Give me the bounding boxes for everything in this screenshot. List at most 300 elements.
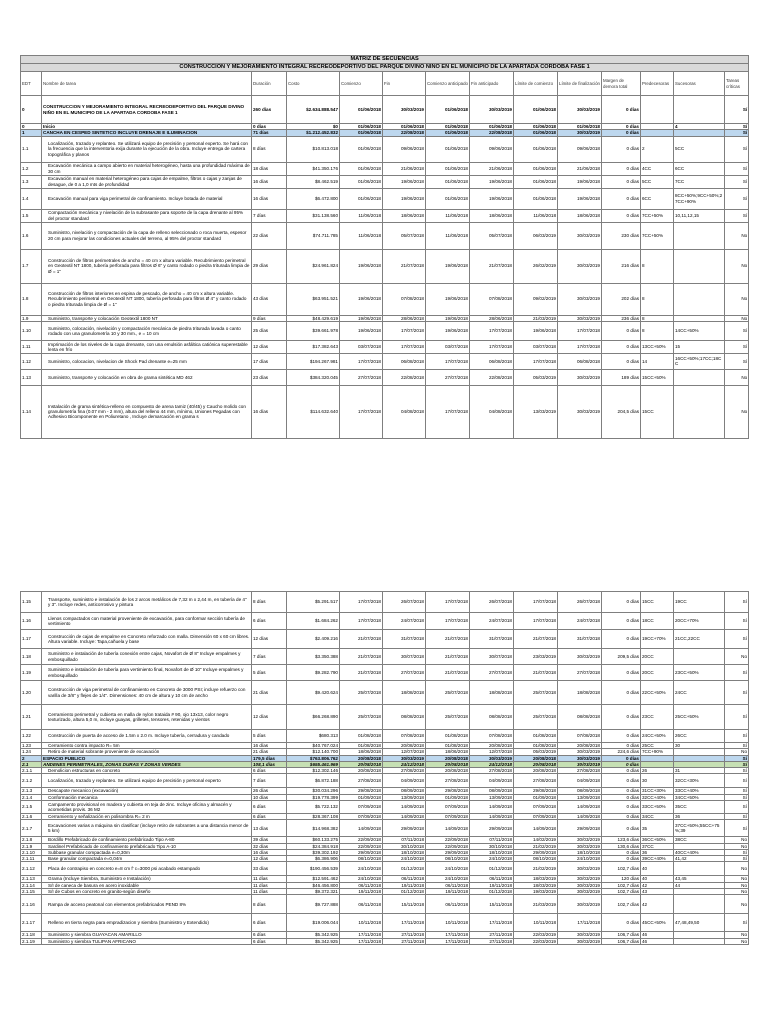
cell-cost: $66.268.890 <box>287 705 340 730</box>
cell-duration: 23 días <box>252 369 287 385</box>
cell-task-name: Sardinel Prefabricado de confinamiento prefabricado Tipo A-10 <box>42 843 252 849</box>
cell-total-slack: 0 días <box>602 768 641 774</box>
cell-late-finish: 30/03/2019 <box>558 369 602 385</box>
cell-edt: 2.1.13 <box>21 876 42 882</box>
cell-early-start: 17/07/2018 <box>426 385 470 438</box>
cell-early-finish: 15/11/2018 <box>470 895 514 914</box>
cell-successors: 10,11,12,15 <box>674 209 725 222</box>
cell-cost: $60.133.275 <box>287 837 340 843</box>
cell-early-start: 19/06/2018 <box>426 321 470 340</box>
cell-cost: $194.267.981 <box>287 353 340 369</box>
cell-total-slack: 102,7 días <box>602 895 641 914</box>
cell-cost: $63.951.521 <box>287 283 340 315</box>
cell-duration: 8 días <box>252 895 287 914</box>
cell-cost: $5.342.925 <box>287 932 340 938</box>
cell-cost: $24.961.824 <box>287 249 340 283</box>
cell-total-slack: 0 días <box>602 130 641 136</box>
cell-start: 21/07/2018 <box>340 649 383 665</box>
cell-critical: Sí <box>725 755 749 761</box>
table-row <box>21 283 749 315</box>
page-separator <box>0 492 768 506</box>
cell-late-finish: 24/07/2018 <box>558 613 602 630</box>
cell-edt: 2.1 <box>21 761 42 767</box>
cell-early-start: 20/08/2018 <box>426 768 470 774</box>
cell-cost: $74.711.785 <box>287 222 340 249</box>
cell-task-name: Construcción de puerta de acceso de 1.5m x 2.0 m. Incluye tubería, cerradura y candado <box>42 730 252 743</box>
cell-edt: 1.12 <box>21 353 42 369</box>
cell-late-finish: 01/06/2018 <box>558 124 602 130</box>
cell-finish: 09/06/2018 <box>383 136 426 162</box>
cell-successors: 36 <box>674 813 725 819</box>
cell-total-slack: 102,7 días <box>602 862 641 876</box>
cell-edt: 1.2 <box>21 162 42 175</box>
cell-duration: 8 días <box>252 136 287 162</box>
cell-edt: 2.1.7 <box>21 820 42 837</box>
cell-task-name: Cerramiento perimetral y cubierta en malla de nylon trataida # 90, ojo 13x13, color negro texturizado, altura 5,0 m, incluye guayas, grilletes, tensores, retenidas y vientos <box>42 705 252 730</box>
cell-cost: $1.684.262 <box>287 613 340 630</box>
cell-late-start: 01/08/2018 <box>514 730 558 743</box>
cell-cost: $19.778.399 <box>287 794 340 800</box>
cell-duration: 6 días <box>252 768 287 774</box>
cell-finish: 08/08/2018 <box>383 705 426 730</box>
cell-successors: 15 <box>674 340 725 353</box>
cell-edt: 1.15 <box>21 592 42 613</box>
cell-early-finish: 06/11/2018 <box>470 876 514 882</box>
cell-finish: 17/11/2018 <box>383 914 426 932</box>
cell-critical: Sí <box>725 820 749 837</box>
cell-task-name: Instalación de grama sintética-relleno en compuesto de arena tamiz (40/45) y Caucho molido con granulometría fina (0.07 mm - 2 mm), altura del relleno 44 mm, mínimo, Uniones Pegadas con Adhesivo Bicomponente en Poliuretano , Incluye demarcación en grama s <box>42 385 252 438</box>
cell-finish: 30/03/2019 <box>383 755 426 761</box>
cell-early-finish: 08/08/2018 <box>470 705 514 730</box>
cell-duration: 26 días <box>252 788 287 794</box>
cell-predecessors: 15CC <box>641 592 674 613</box>
cell-task-name: Cerramiento y señalización en polisombra R= 2 m <box>42 813 252 819</box>
cell-early-finish: 21/06/2018 <box>470 162 514 175</box>
cell-late-finish: 30/03/2019 <box>558 888 602 894</box>
cell-task-name: Conformación mecanica <box>42 794 252 800</box>
cell-late-finish: 18/06/2018 <box>558 209 602 222</box>
cell-critical: Sí <box>725 914 749 932</box>
cell-late-start: 25/07/2018 <box>514 681 558 705</box>
cell-finish: 27/11/2018 <box>383 932 426 938</box>
cell-total-slack: 209,5 días <box>602 649 641 665</box>
cell-predecessors: 20CC <box>641 649 674 665</box>
cell-cost: $46.456.800 <box>287 882 340 888</box>
cell-cost: $5.342.925 <box>287 938 340 944</box>
cell-early-finish: 07/08/2018 <box>470 730 514 743</box>
cell-finish: 29/09/2018 <box>383 820 426 837</box>
cell-critical: Sí <box>725 340 749 353</box>
cell-early-finish: 30/10/2018 <box>470 843 514 849</box>
cell-early-finish: 13/09/2018 <box>470 794 514 800</box>
cell-total-slack: 0 días <box>602 813 641 819</box>
cell-total-slack: 0 días <box>602 353 641 369</box>
cell-finish: 01/06/2018 <box>383 124 426 130</box>
cell-late-finish: 13/09/2018 <box>558 794 602 800</box>
cell-early-finish: 04/08/2018 <box>470 385 514 438</box>
cell-start: 01/06/2018 <box>340 162 383 175</box>
cell-edt: 2.1.9 <box>21 843 42 849</box>
cell-late-finish: 30/03/2019 <box>558 843 602 849</box>
cell-successors: 5CC <box>674 136 725 162</box>
cell-critical: Sí <box>725 188 749 209</box>
cell-start: 24/10/2018 <box>340 862 383 876</box>
header-early-finish: Fin anticipado <box>470 72 514 96</box>
cell-successors <box>674 862 725 876</box>
cell-late-finish: 30/03/2019 <box>558 130 602 136</box>
cell-critical: Sí <box>725 794 749 800</box>
cell-early-finish: 24/10/2018 <box>470 856 514 862</box>
cell-critical: Sí <box>725 681 749 705</box>
cell-early-start: 25/07/2018 <box>426 681 470 705</box>
cell-start: 22/09/2018 <box>340 843 383 849</box>
cell-early-start: 07/09/2018 <box>426 813 470 819</box>
cell-late-finish: 29/09/2018 <box>558 820 602 837</box>
cell-early-finish: 27/11/2018 <box>470 938 514 944</box>
cell-late-start: 22/03/2019 <box>514 932 558 938</box>
cell-finish: 31/07/2018 <box>383 630 426 649</box>
cell-start: 01/08/2018 <box>340 743 383 749</box>
cell-critical: Sí <box>725 353 749 369</box>
cell-start: 17/07/2018 <box>340 353 383 369</box>
cell-late-start: 01/06/2018 <box>514 136 558 162</box>
header-early-start: Comienzo anticipado <box>426 72 470 96</box>
cell-edt: 1.23 <box>21 743 42 749</box>
header-successors: Sucesoras <box>674 72 725 96</box>
cell-late-start: 29/08/2018 <box>514 788 558 794</box>
cell-late-finish: 30/03/2019 <box>558 649 602 665</box>
cell-finish: 30/07/2018 <box>383 649 426 665</box>
cell-duration: 16 días <box>252 188 287 209</box>
cell-start: 25/07/2018 <box>340 681 383 705</box>
cell-late-finish: 30/03/2019 <box>558 749 602 755</box>
page-1 <box>0 0 768 492</box>
cell-total-slack: 0 días <box>602 730 641 743</box>
cell-edt: 1.7 <box>21 249 42 283</box>
cell-late-start: 05/03/2019 <box>514 749 558 755</box>
cell-early-start: 01/06/2018 <box>426 124 470 130</box>
cell-start: 07/09/2018 <box>340 813 383 819</box>
cell-total-slack: 0 días <box>602 794 641 800</box>
cell-early-finish: 19/11/2018 <box>470 882 514 888</box>
cell-early-start: 11/06/2018 <box>426 209 470 222</box>
cell-cost: $9.372.321 <box>287 888 340 894</box>
cell-predecessors: 32CC+40% <box>641 794 674 800</box>
cell-edt: 1.10 <box>21 321 42 340</box>
cell-cost: $9.282.790 <box>287 665 340 681</box>
cell-late-start: 25/07/2018 <box>514 705 558 730</box>
cell-late-start: 01/06/2018 <box>514 130 558 136</box>
cell-edt: 2.1.16 <box>21 895 42 914</box>
cell-late-finish: 30/03/2019 <box>558 755 602 761</box>
cell-late-start: 18/03/2019 <box>514 882 558 888</box>
cell-early-start: 29/08/2018 <box>426 788 470 794</box>
cell-task-name: Demolicion estructuras en concreto <box>42 768 252 774</box>
cell-total-slack: 106,7 días <box>602 938 641 944</box>
cell-duration: 5 días <box>252 730 287 743</box>
cell-finish: 18/10/2018 <box>383 849 426 855</box>
cell-edt: 1.5 <box>21 209 42 222</box>
cell-cost: $39.661.978 <box>287 321 340 340</box>
cell-duration: 17 días <box>252 353 287 369</box>
cell-total-slack: 0 días <box>602 592 641 613</box>
cell-late-start: 06/03/2019 <box>514 222 558 249</box>
cell-finish: 18/08/2018 <box>383 681 426 705</box>
cell-duration: 25 días <box>252 321 287 340</box>
cell-cost: $5.722.132 <box>287 800 340 813</box>
cell-early-start: 22/09/2018 <box>426 843 470 849</box>
cell-late-start: 26/02/2019 <box>514 249 558 283</box>
cell-critical: Sí <box>725 665 749 681</box>
cell-late-finish: 30/03/2019 <box>558 862 602 876</box>
cell-early-start: 17/07/2018 <box>426 613 470 630</box>
project-title: CONSTRUCCION Y MEJORAMIENTO INTEGRAL RECREODEPORTIVO DEL PARQUE DIVINO NIÑO EN EL MUNICIPIO DE LA APARTADA CORDOBA FASE 1 <box>21 64 749 72</box>
cell-critical: Sí <box>725 730 749 743</box>
table-row <box>21 96 749 124</box>
cell-late-start: 19/03/2019 <box>514 888 558 894</box>
cell-critical: Sí <box>725 761 749 767</box>
cell-duration: 8 días <box>252 592 287 613</box>
cell-start: 03/07/2018 <box>340 340 383 353</box>
cell-early-start: 24/10/2018 <box>426 876 470 882</box>
cell-edt: 1.17 <box>21 630 42 649</box>
cell-critical: Sí <box>725 136 749 162</box>
cell-predecessors: 45CC+50% <box>641 914 674 932</box>
table-row <box>21 820 749 837</box>
cell-late-start: 21/07/2018 <box>514 665 558 681</box>
cell-finish: 30/03/2019 <box>383 96 426 124</box>
cell-duration: 260 días <box>252 96 287 124</box>
cell-late-start: 09/02/2019 <box>514 283 558 315</box>
cell-edt: 1.6 <box>21 222 42 249</box>
cell-duration: 71 días <box>252 130 287 136</box>
cell-total-slack: 102,7 días <box>602 882 641 888</box>
cell-start: 17/11/2018 <box>340 932 383 938</box>
cell-duration: 6 días <box>252 932 287 938</box>
cell-start: 17/11/2018 <box>340 938 383 944</box>
cell-late-start: 14/09/2018 <box>514 820 558 837</box>
cell-edt: 2.1.6 <box>21 813 42 819</box>
cell-early-finish: 19/06/2018 <box>470 175 514 188</box>
cell-early-start: 08/10/2018 <box>426 856 470 862</box>
cell-early-finish: 01/06/2018 <box>470 124 514 130</box>
cell-early-finish: 24/07/2018 <box>470 613 514 630</box>
cell-critical: Sí <box>725 774 749 788</box>
cell-early-start: 19/11/2018 <box>426 888 470 894</box>
cell-task-name: Suministro e instalación de tubería conexión entre cajas, Novafort de Ø 8" Incluye empalmes y embosquillado <box>42 649 252 665</box>
cell-task-name: CANCHA EN CESPED SINTETICO INCLUYE DRENAJE E ILUMINACION <box>42 130 252 136</box>
cell-late-finish: 30/03/2019 <box>558 932 602 938</box>
cell-duration: 10 días <box>252 794 287 800</box>
cell-late-finish: 27/08/2018 <box>558 768 602 774</box>
cell-late-start: 03/07/2018 <box>514 340 558 353</box>
cell-early-finish: 07/08/2018 <box>470 283 514 315</box>
cell-total-slack: 0 días <box>602 124 641 130</box>
cell-task-name: Suministro e instalación de tubería para vertimiento final, Novafort de Ø 10" Incluye empalmes y embosquillado <box>42 665 252 681</box>
cell-early-start: 01/08/2018 <box>426 730 470 743</box>
cell-predecessors: 35 <box>641 820 674 837</box>
cell-edt: 2.1.4 <box>21 794 42 800</box>
cell-predecessors: 24CC+50% <box>641 730 674 743</box>
cell-duration: 21 días <box>252 681 287 705</box>
cell-successors: 8CC+50%;9CC+50%;27CC+90% <box>674 188 725 209</box>
cell-late-finish: 18/08/2018 <box>558 681 602 705</box>
cell-cost: $24.384.918 <box>287 843 340 849</box>
cell-start: 19/06/2018 <box>340 283 383 315</box>
cell-task-name: Bordillo Prefabricado de confinamiento prefabricado Tipo A-80 <box>42 837 252 843</box>
cell-edt: 2.1.5 <box>21 800 42 813</box>
cell-cost: $3.350.388 <box>287 649 340 665</box>
cell-start: 01/06/2018 <box>340 96 383 124</box>
cell-cost: $39.302.192 <box>287 849 340 855</box>
cell-duration: 39 días <box>252 837 287 843</box>
cell-total-slack: 0 días <box>602 755 641 761</box>
cell-cost: $1.212.452.832 <box>287 130 340 136</box>
cell-late-finish: 30/03/2019 <box>558 895 602 914</box>
cell-early-finish: 09/06/2018 <box>470 136 514 162</box>
cell-total-slack: 216 días <box>602 249 641 283</box>
cell-critical: No <box>725 862 749 876</box>
cell-late-finish: 31/07/2018 <box>558 630 602 649</box>
cell-late-finish: 17/07/2018 <box>558 321 602 340</box>
cell-finish: 21/07/2018 <box>383 249 426 283</box>
cell-late-finish: 17/07/2018 <box>558 340 602 353</box>
cell-successors: 23CC+50% <box>674 665 725 681</box>
cell-early-finish: 04/09/2018 <box>470 774 514 788</box>
cell-duration: 29 días <box>252 249 287 283</box>
cell-cost: $680.313 <box>287 730 340 743</box>
cell-early-finish: 27/07/2018 <box>470 665 514 681</box>
cell-cost: $40.767.024 <box>287 743 340 749</box>
table-row <box>21 774 749 788</box>
cell-duration: 11 días <box>252 876 287 882</box>
cell-critical: Sí <box>725 743 749 749</box>
cell-successors <box>674 96 725 124</box>
cell-start: 27/08/2018 <box>340 774 383 788</box>
cell-late-finish: 27/07/2018 <box>558 665 602 681</box>
table-row <box>21 705 749 730</box>
cell-early-finish: 28/06/2018 <box>470 315 514 321</box>
cell-finish: 19/06/2018 <box>383 188 426 209</box>
cell-predecessors: 19CC+70% <box>641 630 674 649</box>
header-critical: Tareas críticas <box>725 72 749 96</box>
cell-late-start: 01/09/2018 <box>514 794 558 800</box>
cell-early-start: 01/06/2018 <box>426 136 470 162</box>
cell-duration: 12 días <box>252 630 287 649</box>
cell-edt: 1.4 <box>21 188 42 209</box>
table-row <box>21 162 749 175</box>
cell-early-finish: 27/08/2018 <box>470 768 514 774</box>
cell-early-finish: 27/11/2018 <box>470 932 514 938</box>
cell-early-finish: 21/07/2018 <box>470 249 514 283</box>
cell-finish: 17/07/2018 <box>383 340 426 353</box>
cell-start: 08/10/2018 <box>340 856 383 862</box>
cell-finish: 21/06/2018 <box>383 162 426 175</box>
cell-duration: 16 días <box>252 849 287 855</box>
cell-cost: $2.634.888.547 <box>287 96 340 124</box>
cell-late-start: 21/07/2018 <box>514 630 558 649</box>
cell-late-finish: 19/06/2018 <box>558 188 602 209</box>
cell-late-finish: 18/10/2018 <box>558 849 602 855</box>
cell-late-finish: 30/03/2019 <box>558 385 602 438</box>
cell-late-start: 18/03/2019 <box>514 876 558 882</box>
cell-predecessors: 8 <box>641 315 674 321</box>
cell-late-finish: 14/09/2018 <box>558 800 602 813</box>
cell-late-start: 21/03/2019 <box>514 315 558 321</box>
sequence-matrix-table <box>20 55 749 439</box>
cell-predecessors: 7CC+50% <box>641 222 674 249</box>
cell-start: 01/06/2018 <box>340 130 383 136</box>
cell-task-name: Compactación mecánica y nivelación de la subrasante para soporte de la capa drenante al 95% del proctor standard <box>42 209 252 222</box>
cell-edt: 2 <box>21 755 42 761</box>
cell-total-slack: 189 días <box>602 369 641 385</box>
cell-successors: 6CC <box>674 162 725 175</box>
cell-task-name: Suministro, nivelación y compactación de la capa de relleno seleccionado o roca muerta, espesor 20 cm para mejorar las condiciones actuales del terreno, al 95% del proctor standard <box>42 222 252 249</box>
cell-start: 06/11/2018 <box>340 895 383 914</box>
cell-finish: 07/11/2018 <box>383 837 426 843</box>
table-row <box>21 914 749 932</box>
cell-edt: 1.19 <box>21 665 42 681</box>
cell-task-name: ESPACIO PUBLICO <box>42 755 252 761</box>
cell-early-finish: 31/07/2018 <box>470 630 514 649</box>
cell-finish: 27/07/2018 <box>383 665 426 681</box>
cell-cost: $28.367.108 <box>287 813 340 819</box>
cell-edt: 1.9 <box>21 315 42 321</box>
cell-early-start: 24/10/2018 <box>426 862 470 876</box>
cell-late-start: 23/03/2019 <box>514 649 558 665</box>
cell-task-name: Localización, trazado y replanteo. Se utilizará equipo de precisión y personal experto. Se hará con la frecuencia que la interventoria exija durante la ejecución de la obra. Incluye entrega de cartera topográfica y planos <box>42 136 252 162</box>
cell-successors: 21CC,22CC <box>674 630 725 649</box>
cell-start: 24/10/2018 <box>340 876 383 882</box>
cell-duration: 22 días <box>252 222 287 249</box>
cell-edt: 1.18 <box>21 649 42 665</box>
table-row <box>21 175 749 188</box>
cell-critical: No <box>725 222 749 249</box>
cell-successors: 35CC <box>674 800 725 813</box>
cell-edt: 2.1.8 <box>21 837 42 843</box>
cell-early-finish: 18/08/2018 <box>470 681 514 705</box>
matrix-title: MATRIZ DE SECUENCIAS <box>21 56 749 64</box>
cell-duration: 5 días <box>252 665 287 681</box>
cell-cost: $190.456.539 <box>287 862 340 876</box>
table-row <box>21 188 749 209</box>
cell-task-name: ANDENES PERIMETRALES, ZONAS DURAS Y ZONAS VERDES <box>42 761 252 767</box>
cell-early-finish: 17/11/2018 <box>470 914 514 932</box>
cell-late-finish: 19/06/2018 <box>558 175 602 188</box>
cell-critical: No <box>725 876 749 882</box>
cell-early-finish: 07/11/2018 <box>470 837 514 843</box>
cell-late-finish: 14/09/2018 <box>558 813 602 819</box>
cell-task-name: Imprimación de los niveles de la capa drenante, con una emulsión asfáltica catiónica superestable lenta en frío <box>42 340 252 353</box>
cell-early-start: 17/11/2018 <box>426 932 470 938</box>
cell-late-start: 01/06/2018 <box>514 188 558 209</box>
cell-successors: 44 <box>674 882 725 888</box>
cell-predecessors: 37CC <box>641 843 674 849</box>
cell-critical: No <box>725 938 749 944</box>
cell-start: 20/08/2018 <box>340 768 383 774</box>
cell-total-slack: 0 días <box>602 705 641 730</box>
cell-finish: 18/06/2018 <box>383 209 426 222</box>
cell-early-start: 20/08/2018 <box>426 755 470 761</box>
cell-task-name: Inicio <box>42 124 252 130</box>
cell-early-finish: 26/07/2018 <box>470 592 514 613</box>
header-late-start: Límite de comienzo <box>514 72 558 96</box>
cell-late-finish: 30/03/2019 <box>558 222 602 249</box>
cell-finish: 06/08/2018 <box>383 353 426 369</box>
cell-successors <box>674 649 725 665</box>
cell-critical: Sí <box>725 705 749 730</box>
cell-start: 18/06/2018 <box>340 749 383 755</box>
